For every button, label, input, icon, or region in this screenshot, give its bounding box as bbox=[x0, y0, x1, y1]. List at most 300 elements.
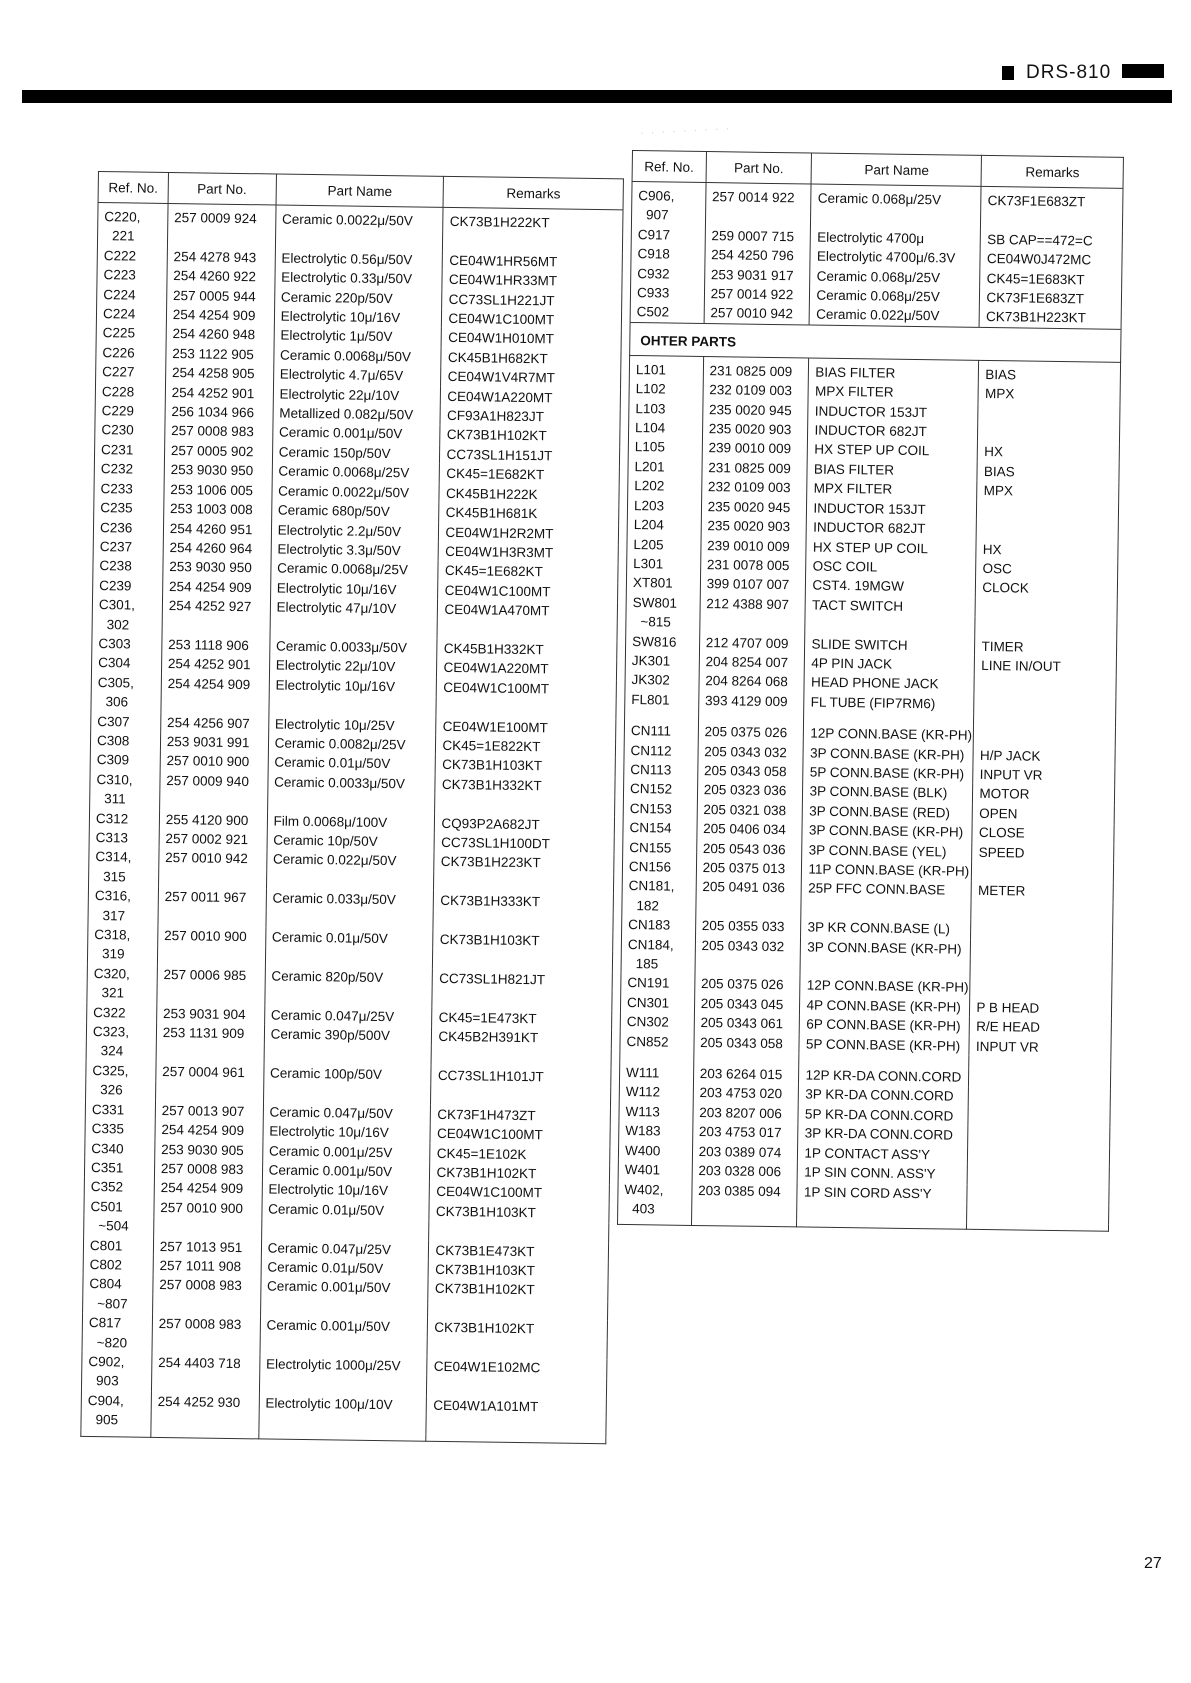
cell-remarks: CK73F1H473ZT bbox=[431, 1104, 611, 1126]
cell-part-name: Ceramic 0.001μ/50V bbox=[262, 1160, 430, 1182]
col-part-no: Part No. bbox=[168, 172, 276, 205]
cell-remarks: CK73B1H102KT bbox=[428, 1318, 608, 1340]
cell-part-no: 235 0020 903 bbox=[702, 419, 808, 440]
cell-ref-no: C335 bbox=[85, 1119, 155, 1139]
cell-part-no: 205 0355 033 bbox=[695, 916, 801, 937]
cell-remarks: CK45B1H222K bbox=[439, 483, 619, 505]
cell-part-name: Electrolytic 10μ/16V bbox=[262, 1180, 430, 1202]
cell-ref-no: C235 bbox=[94, 498, 164, 518]
cell-part-name: Ceramic 0.022μ/50V bbox=[810, 305, 980, 327]
cell-remarks: CK73B1H333KT bbox=[434, 891, 614, 913]
cell-ref-no: C224 bbox=[97, 285, 167, 305]
cell-part-no: 235 0020 945 bbox=[701, 497, 807, 518]
cell-remarks: CK73F1E683ZT bbox=[980, 288, 1122, 309]
cell-remarks bbox=[969, 1087, 1111, 1108]
cell-ref-no: C307 bbox=[91, 712, 161, 732]
cell-part-name: Electrolytic 0.56μ/50V bbox=[275, 248, 443, 270]
col-part-name: Part Name bbox=[811, 153, 981, 186]
cell-part-no: 254 4254 909 bbox=[155, 1120, 263, 1141]
cell-ref-no: 403 bbox=[618, 1199, 692, 1219]
cell-ref-no: ~815 bbox=[626, 612, 700, 632]
cell-ref-no: C310, bbox=[90, 770, 160, 790]
cell-ref-no: 903 bbox=[81, 1371, 151, 1391]
cell-part-no: 231 0078 005 bbox=[700, 555, 806, 576]
cell-part-name: 25P FFC CONN.BASE bbox=[802, 879, 972, 901]
cell-remarks: CE04W1H3R3MT bbox=[439, 542, 619, 564]
cell-ref-no: C238 bbox=[93, 556, 163, 576]
cell-remarks: CK73F1E683ZT bbox=[981, 186, 1123, 212]
cell-part-name: Ceramic 220p/50V bbox=[274, 287, 442, 309]
cell-part-name: MPX FILTER bbox=[807, 479, 977, 501]
cell-ref-no: C225 bbox=[96, 323, 166, 343]
cell-part-name: Electrolytic 1μ/50V bbox=[274, 326, 442, 348]
cell-remarks: LINE IN/OUT bbox=[975, 656, 1117, 677]
cell-part-no: 231 0825 009 bbox=[703, 356, 809, 381]
cell-remarks: R/E HEAD bbox=[970, 1017, 1112, 1038]
cell-part-no bbox=[167, 227, 275, 248]
cell-part-no: 399 0107 007 bbox=[700, 574, 806, 595]
cell-part-no: 203 0389 074 bbox=[692, 1142, 798, 1163]
cell-remarks: CE04W1E102MC bbox=[427, 1357, 607, 1379]
cell-remarks: CC73SL1H221JT bbox=[442, 289, 622, 311]
cell-part-no: 254 4254 909 bbox=[154, 1178, 262, 1199]
cell-ref-no: C305, bbox=[91, 673, 161, 693]
cell-part-name: 4P CONN.BASE (KR-PH) bbox=[800, 995, 970, 1017]
cell-part-name: HX STEP UP COIL bbox=[806, 537, 976, 559]
cell-part-name: Ceramic 0.01μ/50V bbox=[265, 927, 433, 949]
cell-ref-no: L101 bbox=[629, 355, 703, 380]
cell-part-no: 257 0010 900 bbox=[158, 926, 266, 947]
cell-part-name: Electrolytic 47μ/10V bbox=[270, 598, 438, 620]
cell-remarks: CK45B1H681K bbox=[439, 503, 619, 525]
cell-part-name: Electrolytic 10μ/16V bbox=[263, 1121, 431, 1143]
cell-part-no: 254 4254 909 bbox=[161, 674, 269, 695]
cell-part-no bbox=[705, 206, 811, 227]
cell-part-no: 257 0014 922 bbox=[704, 284, 810, 305]
cell-part-name: Ceramic 0.0022μ/50V bbox=[275, 205, 443, 231]
cell-part-name bbox=[260, 1296, 428, 1318]
cell-part-no: 205 0343 058 bbox=[697, 761, 803, 782]
cell-part-no: 232 0109 003 bbox=[701, 477, 807, 498]
cell-remarks bbox=[443, 231, 623, 253]
cell-part-name: Film 0.0068μ/100V bbox=[267, 811, 435, 833]
faint-bleed-text: · · · · · · · · · bbox=[639, 122, 732, 140]
cell-part-no: 231 0825 009 bbox=[702, 458, 808, 479]
cell-part-no: 205 0375 026 bbox=[698, 722, 804, 743]
cell-ref-no: C502 bbox=[630, 302, 704, 323]
cell-part-name bbox=[260, 1335, 428, 1357]
cell-part-no: 254 4254 909 bbox=[166, 305, 274, 326]
cell-remarks: CC73SL1H101JT bbox=[431, 1066, 611, 1088]
cell-remarks: TIMER bbox=[975, 636, 1117, 657]
cell-ref-no: C804 bbox=[83, 1274, 153, 1294]
cell-remarks bbox=[968, 1107, 1110, 1128]
cell-ref-no: C220, bbox=[98, 203, 168, 228]
cell-ref-no: C226 bbox=[96, 343, 166, 363]
cell-remarks: BIAS bbox=[979, 360, 1121, 386]
cell-remarks bbox=[969, 1068, 1111, 1089]
cell-remarks: CK73B1H103KT bbox=[429, 1260, 609, 1282]
cell-part-name: INDUCTOR 153JT bbox=[808, 401, 978, 423]
cell-remarks bbox=[978, 404, 1120, 425]
cell-ref-no: C318, bbox=[88, 925, 158, 945]
cell-remarks bbox=[433, 910, 613, 932]
cell-part-no: 254 4403 718 bbox=[152, 1353, 260, 1374]
cell-part-no bbox=[695, 955, 801, 976]
cell-remarks: CE04W1C100MT bbox=[430, 1124, 610, 1146]
cell-ref-no: CN112 bbox=[624, 741, 698, 761]
cell-ref-no: C322 bbox=[87, 1003, 157, 1023]
cell-part-name bbox=[797, 1201, 967, 1223]
cell-part-no: 253 1122 905 bbox=[166, 344, 274, 365]
cell-ref-no: L301 bbox=[627, 554, 701, 574]
cell-part-no: 257 0008 983 bbox=[152, 1314, 260, 1335]
cell-part-no bbox=[159, 790, 267, 811]
cell-part-name: Ceramic 0.0033μ/50V bbox=[268, 772, 436, 794]
cell-part-name: BIAS FILTER bbox=[809, 358, 979, 384]
cell-part-name: 3P CONN.BASE (KR-PH) bbox=[803, 743, 973, 765]
cell-part-name: Ceramic 0.0068μ/25V bbox=[272, 462, 440, 484]
cell-ref-no: C932 bbox=[631, 264, 705, 284]
cell-remarks bbox=[967, 1184, 1109, 1205]
cell-ref-no: CN113 bbox=[624, 760, 698, 780]
cell-part-name bbox=[270, 617, 438, 639]
cell-remarks: CK73B1H102KT bbox=[440, 425, 620, 447]
parts-table-left bbox=[80, 171, 624, 1444]
header-rule bbox=[22, 90, 1172, 103]
cell-ref-no: C340 bbox=[85, 1138, 155, 1158]
cell-remarks bbox=[974, 675, 1116, 696]
cell-part-name bbox=[275, 229, 443, 251]
cell-part-no: 257 1011 908 bbox=[153, 1256, 261, 1277]
cell-ref-no: CN154 bbox=[623, 818, 697, 838]
cell-ref-no: W111 bbox=[619, 1063, 693, 1083]
cell-part-no: 254 4278 943 bbox=[167, 247, 275, 268]
cell-part-name: Ceramic 0.0068μ/50V bbox=[273, 345, 441, 367]
cell-part-no: 257 0009 924 bbox=[168, 203, 276, 228]
cell-part-name: FL TUBE (FIP7RM6) bbox=[804, 692, 974, 714]
cell-part-no: 254 4260 964 bbox=[163, 538, 271, 559]
cell-part-no: 203 6264 015 bbox=[693, 1064, 799, 1085]
cell-part-no: 257 0004 961 bbox=[156, 1062, 264, 1083]
cell-part-name: Electrolytic 3.3μ/50V bbox=[271, 539, 439, 561]
cell-part-no: 254 4252 930 bbox=[151, 1392, 259, 1413]
cell-part-name: Electrolytic 22μ/10V bbox=[273, 384, 441, 406]
cell-part-no: 256 1034 966 bbox=[165, 402, 273, 423]
cell-part-name: Ceramic 150p/50V bbox=[272, 442, 440, 464]
cell-part-no: 232 0109 003 bbox=[703, 380, 809, 401]
cell-ref-no: W402, bbox=[618, 1179, 692, 1199]
cell-remarks: CK73B1H332KT bbox=[435, 775, 615, 797]
cell-ref-no: CN155 bbox=[623, 838, 697, 858]
cell-remarks: CLOCK bbox=[976, 578, 1118, 599]
cell-remarks: CC73SL1H151JT bbox=[440, 445, 620, 467]
cell-remarks: HX bbox=[978, 442, 1120, 463]
cell-remarks: CC73SL1H821JT bbox=[433, 969, 613, 991]
cell-part-no: 257 0006 985 bbox=[157, 965, 265, 986]
cell-part-name: Ceramic 0.01μ/50V bbox=[268, 753, 436, 775]
cell-part-no: 257 0005 944 bbox=[166, 286, 274, 307]
cell-ref-no: W401 bbox=[618, 1160, 692, 1180]
cell-part-name: 3P CONN.BASE (KR-PH) bbox=[802, 821, 972, 843]
cell-ref-no: CN111 bbox=[624, 721, 698, 741]
cell-ref-no: C232 bbox=[94, 459, 164, 479]
right-table-other-parts bbox=[618, 355, 1121, 1225]
cell-part-name: Electrolytic 4700μ/6.3V bbox=[810, 247, 980, 269]
cell-part-no: 253 1003 008 bbox=[163, 499, 271, 520]
cell-part-no: 257 0008 983 bbox=[153, 1275, 261, 1296]
cell-ref-no: JK301 bbox=[625, 651, 699, 671]
cell-remarks: SPEED bbox=[972, 842, 1114, 863]
cell-part-no: 205 0343 045 bbox=[694, 994, 800, 1015]
cell-remarks: CE04W1V4R7MT bbox=[441, 367, 621, 389]
cell-ref-no: C224 bbox=[96, 304, 166, 324]
cell-part-no bbox=[153, 1217, 261, 1238]
cell-remarks: CLOSE bbox=[972, 823, 1114, 844]
cell-part-name: Ceramic 0.047μ/50V bbox=[263, 1102, 431, 1124]
cell-part-no: 205 0323 036 bbox=[697, 780, 803, 801]
cell-part-no bbox=[158, 868, 266, 889]
cell-ref-no: CN852 bbox=[620, 1032, 694, 1052]
cell-remarks bbox=[432, 988, 612, 1010]
cell-part-no bbox=[152, 1295, 260, 1316]
cell-part-name: Ceramic 0.0022μ/50V bbox=[272, 481, 440, 503]
cell-part-name: Electrolytic 1000μ/25V bbox=[259, 1354, 427, 1376]
model-title: DRS-810 bbox=[1016, 62, 1121, 84]
cell-remarks: CK73B1H102KT bbox=[430, 1163, 610, 1185]
cell-part-no: 257 0010 942 bbox=[159, 848, 267, 869]
cell-part-name: 1P CONTACT ASS'Y bbox=[798, 1143, 968, 1165]
cell-ref-no: L105 bbox=[628, 437, 702, 457]
title-right-block bbox=[1122, 64, 1164, 78]
cell-part-no: 239 0010 009 bbox=[702, 438, 808, 459]
cell-part-no: 257 0009 940 bbox=[160, 771, 268, 792]
cell-part-name: Ceramic 0.0068μ/25V bbox=[271, 559, 439, 581]
cell-part-no bbox=[695, 897, 801, 918]
cell-part-name: Ceramic 0.022μ/50V bbox=[266, 850, 434, 872]
cell-remarks bbox=[970, 959, 1112, 980]
cell-remarks: HX bbox=[976, 539, 1118, 560]
cell-remarks bbox=[981, 210, 1123, 231]
cell-part-name: 1P SIN CORD ASS'Y bbox=[797, 1182, 967, 1204]
cell-remarks bbox=[434, 872, 614, 894]
cell-ref-no: CN191 bbox=[621, 973, 695, 993]
cell-part-name: Electrolytic 22μ/10V bbox=[269, 656, 437, 678]
cell-ref-no: C906, bbox=[632, 182, 706, 207]
cell-ref-no: XT801 bbox=[626, 573, 700, 593]
cell-ref-no: C231 bbox=[94, 440, 164, 460]
cell-part-no: 205 0491 036 bbox=[696, 877, 802, 898]
cell-part-name: Ceramic 0.0033μ/50V bbox=[269, 636, 437, 658]
cell-part-no: 205 0343 032 bbox=[698, 742, 804, 763]
cell-part-no: 253 1118 906 bbox=[162, 635, 270, 656]
cell-ref-no: C301, bbox=[92, 595, 162, 615]
cell-ref-no: C917 bbox=[631, 225, 705, 245]
cell-ref-no: 907 bbox=[631, 205, 705, 225]
cell-ref-no: CN184, bbox=[621, 935, 695, 955]
cell-part-no: 235 0020 945 bbox=[702, 400, 808, 421]
cell-part-name: INDUCTOR 682JT bbox=[808, 421, 978, 443]
cell-remarks: CK73B1H103KT bbox=[433, 930, 613, 952]
cell-part-name: 5P CONN.BASE (KR-PH) bbox=[803, 762, 973, 784]
cell-ref-no: C904, bbox=[81, 1391, 151, 1411]
cell-part-name: CST4. 19MGW bbox=[806, 576, 976, 598]
cell-ref-no: C223 bbox=[97, 265, 167, 285]
cell-remarks: CK45B1H332KT bbox=[437, 639, 617, 661]
cell-part-name bbox=[267, 792, 435, 814]
cell-part-no: 254 4252 927 bbox=[162, 596, 270, 617]
cell-part-name: Electrolytic 10μ/25V bbox=[268, 714, 436, 736]
cell-part-no bbox=[158, 907, 266, 928]
cell-part-no: 205 0543 036 bbox=[696, 839, 802, 860]
cell-remarks bbox=[967, 1165, 1109, 1186]
cell-ref-no: W183 bbox=[619, 1121, 693, 1141]
cell-part-name: Ceramic 0.01μ/50V bbox=[261, 1257, 429, 1279]
cell-remarks bbox=[427, 1376, 607, 1398]
cell-ref-no: 317 bbox=[88, 906, 158, 926]
cell-part-name: 12P CONN.BASE (KR-PH) bbox=[800, 976, 970, 998]
cell-part-no: 203 4753 020 bbox=[693, 1083, 799, 1104]
cell-part-no: 254 4260 922 bbox=[167, 266, 275, 287]
cell-part-name: 3P CONN.BASE (YEL) bbox=[802, 840, 972, 862]
cell-part-name: 3P KR-DA CONN.CORD bbox=[798, 1124, 968, 1146]
cell-part-no: 257 0010 942 bbox=[704, 303, 810, 324]
cell-part-name: 4P PIN JACK bbox=[805, 653, 975, 675]
col-remarks: Remarks bbox=[981, 155, 1123, 188]
cell-remarks bbox=[428, 1298, 608, 1320]
cell-part-no bbox=[155, 1081, 263, 1102]
other-parts-heading: OHTER PARTS bbox=[630, 322, 1121, 362]
cell-part-name: Ceramic 0.047μ/25V bbox=[261, 1238, 429, 1260]
cell-part-name: 5P CONN.BASE (KR-PH) bbox=[799, 1034, 969, 1056]
cell-remarks bbox=[977, 501, 1119, 522]
cell-ref-no: C236 bbox=[93, 517, 163, 537]
cell-part-no: 257 1013 951 bbox=[153, 1236, 261, 1257]
cell-part-name: INDUCTOR 682JT bbox=[807, 518, 977, 540]
cell-remarks bbox=[975, 598, 1117, 619]
cell-ref-no: C314, bbox=[89, 847, 159, 867]
cell-remarks: CK45=1E683KT bbox=[980, 268, 1122, 289]
cell-part-no: 254 4254 909 bbox=[162, 577, 270, 598]
cell-remarks bbox=[971, 939, 1113, 960]
cell-remarks bbox=[967, 1204, 1109, 1225]
cell-part-no: 203 0328 006 bbox=[692, 1161, 798, 1182]
cell-part-name: Ceramic 0.01μ/50V bbox=[262, 1199, 430, 1221]
cell-remarks bbox=[977, 520, 1119, 541]
cell-ref-no: C501 bbox=[84, 1197, 154, 1217]
cell-remarks: CK45B1H682KT bbox=[441, 348, 621, 370]
cell-ref-no: C933 bbox=[630, 283, 704, 303]
cell-part-no bbox=[152, 1333, 260, 1354]
col-part-no: Part No. bbox=[706, 152, 812, 184]
cell-remarks: P B HEAD bbox=[970, 998, 1112, 1019]
cell-remarks: CK73B1H223KT bbox=[434, 852, 614, 874]
cell-remarks: CE04W0J472MC bbox=[980, 249, 1122, 270]
cell-remarks: INPUT VR bbox=[973, 765, 1115, 786]
cell-remarks: CE04W1C100MT bbox=[442, 309, 622, 331]
right-table-capacitors bbox=[630, 182, 1123, 330]
cell-remarks: CC73SL1H100DT bbox=[434, 833, 614, 855]
cell-ref-no: CN156 bbox=[622, 857, 696, 877]
cell-ref-no: L202 bbox=[628, 476, 702, 496]
cell-part-no bbox=[151, 1372, 259, 1393]
cell-part-name: 3P KR CONN.BASE (L) bbox=[801, 918, 971, 940]
cell-part-name bbox=[801, 898, 971, 920]
cell-part-no: 204 8264 068 bbox=[699, 671, 805, 692]
cell-part-name: Ceramic 10p/50V bbox=[267, 830, 435, 852]
cell-remarks: CE04W1A220MT bbox=[441, 386, 621, 408]
cell-part-name: Electrolytic 0.33μ/50V bbox=[275, 268, 443, 290]
cell-part-name: Ceramic 0.068μ/25V bbox=[811, 184, 981, 210]
cell-part-no bbox=[161, 693, 269, 714]
cell-ref-no: C320, bbox=[87, 964, 157, 984]
cell-ref-no: C239 bbox=[93, 576, 163, 596]
cell-ref-no bbox=[620, 1051, 694, 1064]
cell-part-name: 3P CONN.BASE (KR-PH) bbox=[801, 937, 971, 959]
cell-ref-no: JK302 bbox=[625, 670, 699, 690]
cell-remarks: CE04W1A220MT bbox=[437, 658, 617, 680]
left-table-body bbox=[81, 203, 623, 1437]
cell-ref-no: C229 bbox=[95, 401, 165, 421]
cell-ref-no: 905 bbox=[81, 1410, 151, 1430]
cell-part-name: Electrolytic 10μ/16V bbox=[274, 307, 442, 329]
cell-part-name: Ceramic 0.068μ/25V bbox=[810, 266, 980, 288]
cell-part-name: 6P CONN.BASE (KR-PH) bbox=[800, 1015, 970, 1037]
cell-part-no: 253 9030 950 bbox=[163, 557, 271, 578]
cell-remarks: CE04W1H010MT bbox=[442, 328, 622, 350]
cell-ref-no: W113 bbox=[619, 1102, 693, 1122]
cell-remarks bbox=[429, 1221, 609, 1243]
cell-part-name bbox=[800, 956, 970, 978]
cell-part-name: 3P KR-DA CONN.CORD bbox=[799, 1085, 969, 1107]
cell-ref-no: CN302 bbox=[620, 1012, 694, 1032]
cell-part-name: Electrolytic 4700μ bbox=[811, 227, 981, 249]
cell-ref-no: C918 bbox=[631, 244, 705, 264]
cell-part-name: HX STEP UP COIL bbox=[808, 440, 978, 462]
cell-part-name: 5P KR-DA CONN.CORD bbox=[798, 1104, 968, 1126]
cell-ref-no: C331 bbox=[85, 1100, 155, 1120]
cell-part-name bbox=[266, 908, 434, 930]
cell-remarks bbox=[971, 920, 1113, 941]
cell-part-no: 393 4129 009 bbox=[698, 691, 804, 712]
cell-ref-no: ~820 bbox=[82, 1332, 152, 1352]
cell-ref-no: C902, bbox=[82, 1352, 152, 1372]
cell-ref-no: L203 bbox=[627, 496, 701, 516]
cell-part-no: 257 0011 967 bbox=[158, 887, 266, 908]
cell-part-no: 203 8207 006 bbox=[693, 1103, 799, 1124]
cell-part-name: Ceramic 0.001μ/50V bbox=[260, 1277, 428, 1299]
cell-part-name: 12P CONN.BASE (KR-PH) bbox=[804, 724, 974, 746]
cell-part-no: 254 4260 948 bbox=[166, 324, 274, 345]
cell-ref-no: 319 bbox=[87, 944, 157, 964]
cell-remarks: CK73B1H222KT bbox=[443, 207, 623, 233]
cell-part-no bbox=[162, 615, 270, 636]
cell-part-name: Ceramic 820p/50V bbox=[265, 966, 433, 988]
cell-remarks bbox=[974, 726, 1116, 747]
cell-ref-no: 326 bbox=[86, 1080, 156, 1100]
cell-part-name: 3P CONN.BASE (BLK) bbox=[803, 782, 973, 804]
col-part-name: Part Name bbox=[276, 174, 444, 207]
cell-ref-no: C801 bbox=[83, 1235, 153, 1255]
cell-ref-no: C817 bbox=[82, 1313, 152, 1333]
cell-part-no: 204 8254 007 bbox=[699, 652, 805, 673]
cell-part-name bbox=[266, 869, 434, 891]
cell-ref-no: 302 bbox=[92, 614, 162, 634]
cell-remarks: MPX bbox=[977, 481, 1119, 502]
cell-part-name bbox=[265, 947, 433, 969]
cell-remarks: CK73B1H103KT bbox=[436, 755, 616, 777]
cell-part-no: 253 9030 950 bbox=[164, 460, 272, 481]
